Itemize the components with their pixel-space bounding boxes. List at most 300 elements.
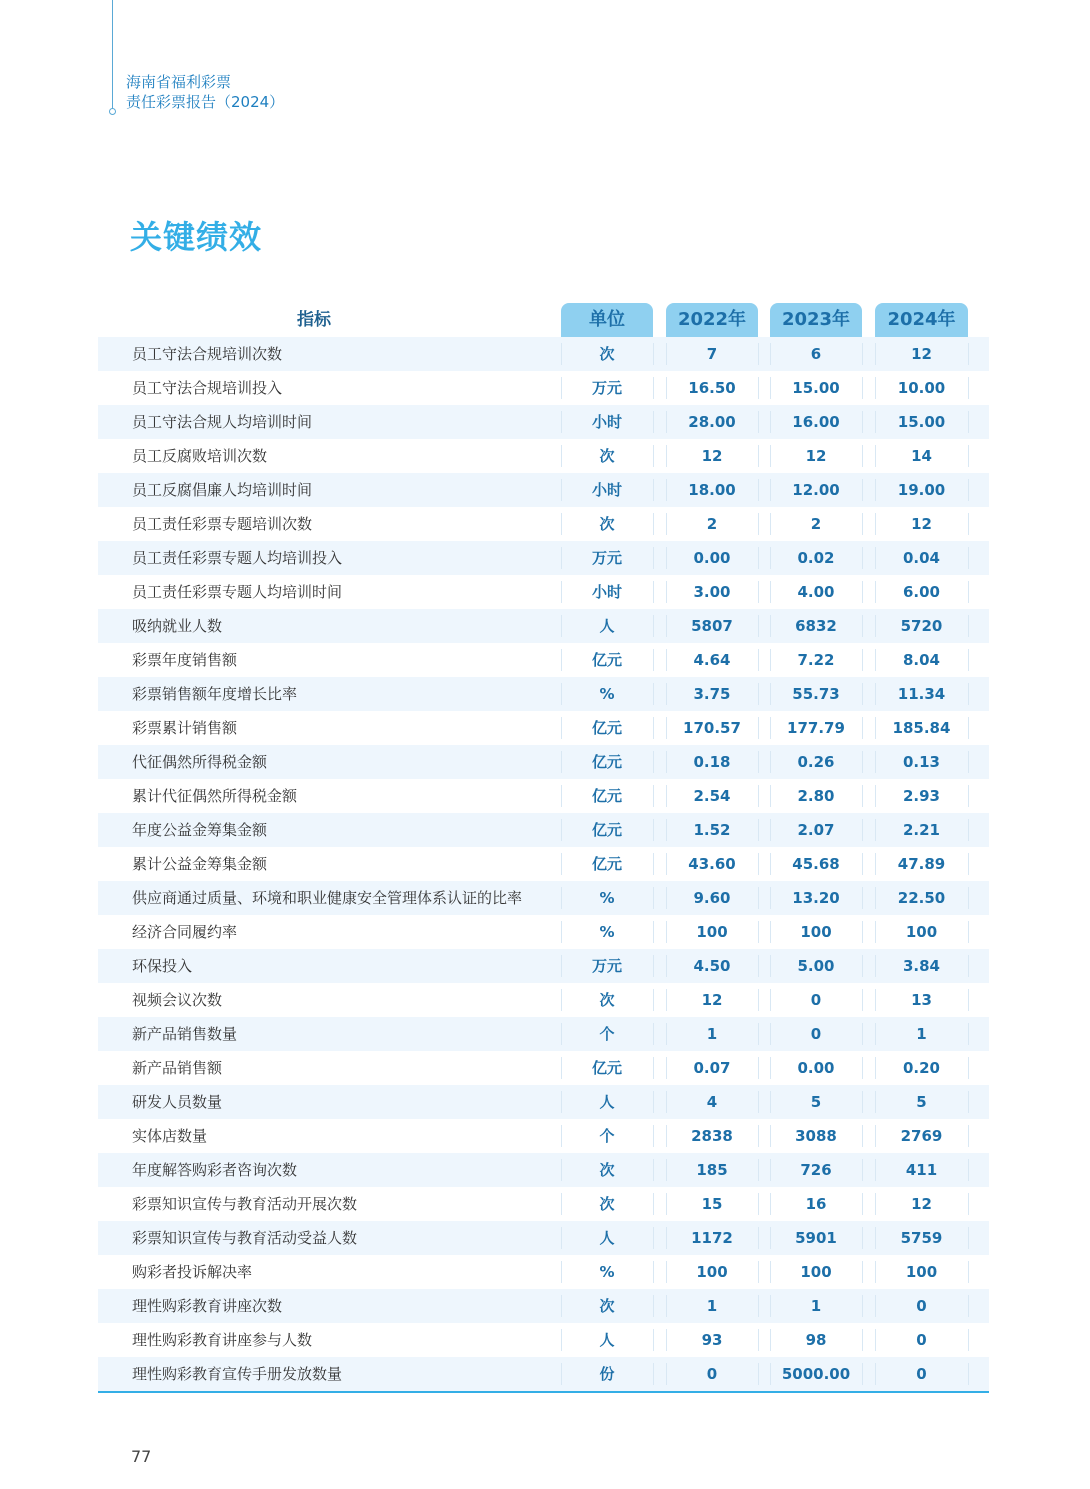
cell-unit: 亿元 — [591, 753, 622, 771]
cell-2022: 5807 — [691, 617, 733, 635]
column-divider — [653, 717, 654, 739]
cell-2024: 14 — [911, 447, 932, 465]
cell-2022: 4.64 — [693, 651, 731, 669]
cell-indicator: 供应商通过质量、环境和职业健康安全管理体系认证的比率 — [132, 889, 523, 907]
cell-2023: 2.07 — [797, 821, 835, 839]
column-divider — [862, 411, 863, 433]
cell-2022: 28.00 — [688, 413, 736, 431]
table-row — [98, 915, 989, 949]
cell-2023: 15.00 — [792, 379, 840, 397]
column-divider — [968, 377, 969, 399]
column-divider — [758, 1329, 759, 1351]
table-row — [98, 779, 989, 813]
cell-unit: 小时 — [591, 413, 622, 431]
cell-2023: 0.26 — [797, 753, 835, 771]
column-divider — [862, 717, 863, 739]
header-2022: 2022年 — [666, 303, 758, 337]
column-divider — [758, 1057, 759, 1079]
cell-indicator: 环保投入 — [132, 957, 193, 975]
cell-2022: 1 — [706, 1025, 718, 1043]
column-divider — [653, 1295, 654, 1317]
column-divider — [862, 887, 863, 909]
cell-unit: 亿元 — [591, 855, 622, 873]
cell-2022: 1 — [706, 1297, 718, 1315]
column-divider — [758, 751, 759, 773]
cell-indicator: 吸纳就业人数 — [132, 617, 223, 635]
cell-2022: 9.60 — [693, 889, 731, 907]
cell-2023: 5 — [810, 1093, 822, 1111]
cell-indicator: 员工守法合规培训次数 — [132, 345, 283, 363]
column-divider — [758, 1261, 759, 1283]
cell-2024: 411 — [905, 1161, 938, 1179]
cell-2022: 43.60 — [688, 855, 736, 873]
cell-2024: 0.04 — [902, 549, 940, 567]
cell-2022: 12 — [701, 447, 723, 465]
cell-unit: % — [599, 685, 615, 703]
cell-unit: 次 — [599, 991, 615, 1009]
column-divider — [758, 615, 759, 637]
cell-unit: 次 — [599, 515, 615, 533]
column-divider — [653, 411, 654, 433]
cell-unit: % — [599, 923, 615, 941]
cell-2022: 3.75 — [693, 685, 731, 703]
column-divider — [968, 819, 969, 841]
cell-2024: 0 — [916, 1297, 927, 1315]
cell-indicator: 经济合同履约率 — [132, 923, 238, 941]
cell-unit: 亿元 — [591, 821, 622, 839]
column-divider — [653, 547, 654, 569]
cell-2023: 45.68 — [792, 855, 840, 873]
column-divider — [653, 853, 654, 875]
column-divider — [758, 1193, 759, 1215]
cell-unit: 万元 — [591, 379, 622, 397]
column-divider — [758, 921, 759, 943]
column-divider — [653, 1091, 654, 1113]
column-divider — [862, 581, 863, 603]
column-divider — [758, 785, 759, 807]
table-row — [98, 949, 989, 983]
column-divider — [653, 887, 654, 909]
column-divider — [968, 785, 969, 807]
column-divider — [968, 751, 969, 773]
column-divider — [758, 989, 759, 1011]
cell-2024: 2.21 — [902, 821, 940, 839]
table-row — [98, 1289, 989, 1323]
column-divider — [968, 547, 969, 569]
cell-2023: 177.79 — [787, 719, 845, 737]
cell-2023: 6832 — [795, 617, 837, 635]
column-divider — [968, 1193, 969, 1215]
cell-2024: 8.04 — [902, 651, 940, 669]
header-2023: 2023年 — [770, 303, 862, 337]
column-divider — [968, 1125, 969, 1147]
column-divider — [758, 1125, 759, 1147]
header-2024: 2024年 — [875, 303, 968, 337]
column-divider — [758, 411, 759, 433]
cell-indicator: 彩票年度销售额 — [132, 651, 238, 669]
cell-indicator: 年度解答购彩者咨询次数 — [132, 1161, 298, 1179]
cell-unit: 人 — [599, 1331, 615, 1349]
cell-indicator: 累计代征偶然所得税金额 — [132, 787, 298, 805]
column-divider — [968, 717, 969, 739]
cell-unit: 个 — [599, 1127, 615, 1145]
table-row — [98, 813, 989, 847]
cell-2023: 726 — [800, 1161, 832, 1179]
cell-indicator: 新产品销售额 — [132, 1059, 223, 1077]
header-indicator: 指标 — [297, 310, 331, 330]
column-divider — [968, 1295, 969, 1317]
cell-2023: 4.00 — [797, 583, 835, 601]
column-divider — [862, 1295, 863, 1317]
column-divider — [968, 1329, 969, 1351]
page-number: 77 — [131, 1447, 152, 1466]
table-row — [98, 609, 989, 643]
cell-indicator: 员工守法合规培训投入 — [132, 379, 283, 397]
cell-2022: 0.07 — [693, 1059, 731, 1077]
cell-2022: 12 — [701, 991, 723, 1009]
cell-indicator: 理性购彩教育宣传手册发放数量 — [132, 1365, 343, 1383]
cell-indicator: 员工责任彩票专题人均培训时间 — [132, 583, 343, 601]
cell-unit: 亿元 — [591, 719, 622, 737]
column-divider — [758, 479, 759, 501]
column-divider — [968, 445, 969, 467]
table-row — [98, 1153, 989, 1187]
cell-indicator: 彩票知识宣传与教育活动受益人数 — [132, 1229, 358, 1247]
cell-2022: 3.00 — [693, 583, 731, 601]
cell-2023: 2 — [810, 515, 822, 533]
cell-2024: 1 — [916, 1025, 927, 1043]
column-divider — [862, 955, 863, 977]
cell-indicator: 新产品销售数量 — [132, 1025, 238, 1043]
table-row — [98, 983, 989, 1017]
cell-indicator: 购彩者投诉解决率 — [132, 1263, 253, 1281]
column-divider — [653, 649, 654, 671]
cell-2022: 18.00 — [688, 481, 736, 499]
cell-2023: 13.20 — [792, 889, 840, 907]
header-line-2: 责任彩票报告（2024） — [126, 93, 285, 111]
column-divider — [758, 683, 759, 705]
cell-indicator: 视频会议次数 — [132, 991, 223, 1009]
cell-unit: 次 — [599, 1161, 615, 1179]
column-divider — [862, 853, 863, 875]
table-row — [98, 1051, 989, 1085]
column-divider — [862, 479, 863, 501]
column-divider — [862, 1193, 863, 1215]
column-divider — [862, 1363, 863, 1385]
column-divider — [968, 921, 969, 943]
cell-2023: 5000.00 — [781, 1365, 851, 1383]
cell-2024: 47.89 — [897, 855, 946, 873]
table-row — [98, 1017, 989, 1051]
cell-indicator: 累计公益金筹集金额 — [132, 855, 268, 873]
column-divider — [968, 581, 969, 603]
cell-2023: 3088 — [795, 1127, 837, 1145]
cell-2022: 4.50 — [693, 957, 731, 975]
cell-2023: 5901 — [795, 1229, 837, 1247]
cell-2022: 0.18 — [693, 753, 731, 771]
cell-2024: 10.00 — [897, 379, 946, 397]
cell-indicator: 理性购彩教育讲座参与人数 — [132, 1331, 313, 1349]
column-divider — [653, 751, 654, 773]
column-divider — [968, 1057, 969, 1079]
cell-2023: 100 — [800, 923, 832, 941]
table-row — [98, 847, 989, 881]
table-row — [98, 1357, 989, 1391]
column-divider — [968, 1261, 969, 1283]
column-divider — [758, 1295, 759, 1317]
column-divider — [653, 445, 654, 467]
column-divider — [758, 1363, 759, 1385]
cell-2022: 15 — [701, 1195, 723, 1213]
cell-unit: 人 — [599, 1093, 615, 1111]
column-divider — [758, 1227, 759, 1249]
column-divider — [968, 479, 969, 501]
column-divider — [653, 343, 654, 365]
cell-unit: 亿元 — [591, 787, 622, 805]
column-divider — [653, 785, 654, 807]
column-divider — [653, 615, 654, 637]
table-header — [98, 303, 989, 337]
table-row — [98, 439, 989, 473]
column-divider — [758, 819, 759, 841]
cell-2023: 16 — [805, 1195, 827, 1213]
cell-2024: 22.50 — [897, 889, 946, 907]
column-divider — [968, 1023, 969, 1045]
section-title: 关键绩效 — [130, 218, 263, 256]
table-bottom-line — [98, 1391, 989, 1393]
column-divider — [758, 547, 759, 569]
column-divider — [862, 445, 863, 467]
cell-2022: 93 — [701, 1331, 723, 1349]
cell-2022: 100 — [696, 923, 728, 941]
column-divider — [968, 615, 969, 637]
cell-indicator: 年度公益金筹集金额 — [132, 821, 268, 839]
column-divider — [653, 683, 654, 705]
cell-2023: 12 — [805, 447, 827, 465]
cell-unit: 万元 — [591, 549, 622, 567]
cell-2024: 12 — [911, 515, 932, 533]
cell-2022: 0 — [706, 1365, 718, 1383]
column-divider — [653, 377, 654, 399]
column-divider — [653, 921, 654, 943]
cell-2023: 98 — [805, 1331, 827, 1349]
cell-2023: 5.00 — [797, 957, 835, 975]
column-divider — [862, 819, 863, 841]
column-divider — [758, 377, 759, 399]
column-divider — [862, 1261, 863, 1283]
cell-indicator: 员工反腐败培训次数 — [132, 447, 268, 465]
column-divider — [758, 649, 759, 671]
column-divider — [758, 581, 759, 603]
cell-2023: 100 — [800, 1263, 832, 1281]
column-divider — [968, 955, 969, 977]
column-divider — [653, 1363, 654, 1385]
table-row — [98, 1085, 989, 1119]
cell-2022: 7 — [706, 345, 718, 363]
table-body — [98, 337, 989, 1393]
column-divider — [862, 343, 863, 365]
column-divider — [968, 887, 969, 909]
table-row — [98, 337, 989, 371]
column-divider — [653, 955, 654, 977]
cell-2024: 0 — [916, 1331, 927, 1349]
cell-2023: 6 — [810, 345, 822, 363]
column-divider — [968, 1227, 969, 1249]
column-divider — [653, 513, 654, 535]
column-divider — [653, 1125, 654, 1147]
cell-2023: 2.80 — [797, 787, 835, 805]
column-divider — [758, 955, 759, 977]
cell-2024: 100 — [905, 1263, 938, 1281]
table-row — [98, 745, 989, 779]
cell-unit: 亿元 — [591, 1059, 622, 1077]
column-divider — [758, 343, 759, 365]
cell-unit: 小时 — [591, 481, 622, 499]
column-divider — [968, 513, 969, 535]
cell-indicator: 彩票累计销售额 — [132, 719, 238, 737]
cell-indicator: 员工责任彩票专题培训次数 — [132, 515, 313, 533]
column-divider — [653, 989, 654, 1011]
column-divider — [968, 989, 969, 1011]
column-divider — [653, 1329, 654, 1351]
column-divider — [862, 1227, 863, 1249]
column-divider — [862, 1057, 863, 1079]
column-divider — [653, 1227, 654, 1249]
cell-indicator: 彩票知识宣传与教育活动开展次数 — [132, 1195, 358, 1213]
column-divider — [758, 717, 759, 739]
cell-2023: 0.02 — [797, 549, 835, 567]
cell-2024: 0.20 — [902, 1059, 940, 1077]
column-divider — [862, 989, 863, 1011]
column-divider — [653, 1057, 654, 1079]
cell-2024: 13 — [911, 991, 932, 1009]
cell-2023: 0.00 — [797, 1059, 835, 1077]
column-divider — [968, 853, 969, 875]
column-divider — [862, 649, 863, 671]
cell-2024: 185.84 — [892, 719, 951, 737]
cell-2023: 12.00 — [792, 481, 840, 499]
cell-2022: 16.50 — [688, 379, 736, 397]
cell-2024: 0.13 — [902, 753, 940, 771]
cell-2024: 3.84 — [902, 957, 940, 975]
table-row — [98, 1119, 989, 1153]
table-row — [98, 507, 989, 541]
table-row — [98, 1255, 989, 1289]
cell-2023: 7.22 — [797, 651, 835, 669]
cell-indicator: 代征偶然所得税金额 — [132, 753, 268, 771]
column-divider — [862, 1091, 863, 1113]
column-divider — [758, 1023, 759, 1045]
report-header — [126, 72, 284, 112]
column-divider — [862, 1329, 863, 1351]
table-row — [98, 575, 989, 609]
cell-2022: 100 — [696, 1263, 728, 1281]
cell-indicator: 理性购彩教育讲座次数 — [132, 1297, 283, 1315]
kpi-table — [98, 303, 989, 1393]
cell-unit: 万元 — [591, 957, 622, 975]
cell-unit: 次 — [599, 447, 615, 465]
cell-2022: 2.54 — [693, 787, 731, 805]
cell-2022: 1.52 — [693, 821, 731, 839]
cell-indicator: 彩票销售额年度增长比率 — [132, 685, 298, 703]
header-unit: 单位 — [561, 303, 653, 337]
cell-unit: 亿元 — [591, 651, 622, 669]
cell-indicator: 员工反腐倡廉人均培训时间 — [132, 481, 313, 499]
table-row — [98, 405, 989, 439]
table-row — [98, 371, 989, 405]
cell-2023: 1 — [810, 1297, 822, 1315]
cell-unit: 人 — [599, 1229, 615, 1247]
cell-2022: 2838 — [691, 1127, 733, 1145]
cell-2024: 6.00 — [902, 583, 940, 601]
cell-2023: 0 — [810, 991, 822, 1009]
column-divider — [653, 1193, 654, 1215]
table-row — [98, 1323, 989, 1357]
column-divider — [758, 1159, 759, 1181]
cell-2022: 4 — [706, 1093, 718, 1111]
cell-2022: 170.57 — [683, 719, 741, 737]
side-decor-dot — [109, 108, 116, 115]
cell-indicator: 员工责任彩票专题人均培训投入 — [132, 549, 343, 567]
table-row — [98, 1221, 989, 1255]
cell-2024: 19.00 — [897, 481, 946, 499]
cell-2022: 185 — [696, 1161, 728, 1179]
column-divider — [862, 377, 863, 399]
cell-2023: 0 — [810, 1025, 822, 1043]
column-divider — [968, 649, 969, 671]
cell-unit: 次 — [599, 345, 615, 363]
cell-2022: 1172 — [691, 1229, 733, 1247]
column-divider — [862, 547, 863, 569]
cell-2024: 12 — [911, 345, 932, 363]
column-divider — [758, 853, 759, 875]
cell-2023: 55.73 — [792, 685, 840, 703]
cell-2024: 100 — [905, 923, 938, 941]
column-divider — [862, 615, 863, 637]
side-decor-line — [112, 0, 113, 110]
column-divider — [758, 887, 759, 909]
table-row — [98, 643, 989, 677]
column-divider — [862, 921, 863, 943]
cell-unit: 人 — [599, 617, 615, 635]
table-row — [98, 1187, 989, 1221]
cell-unit: 份 — [599, 1365, 615, 1383]
cell-2024: 2769 — [900, 1127, 943, 1145]
cell-2024: 5720 — [900, 617, 943, 635]
column-divider — [653, 1261, 654, 1283]
column-divider — [653, 819, 654, 841]
cell-unit: % — [599, 1263, 615, 1281]
table-row — [98, 473, 989, 507]
cell-2024: 5759 — [900, 1229, 943, 1247]
column-divider — [862, 785, 863, 807]
header-line-1: 海南省福利彩票 — [126, 73, 232, 91]
column-divider — [968, 683, 969, 705]
table-row — [98, 677, 989, 711]
table-row — [98, 881, 989, 915]
cell-2022: 0.00 — [693, 549, 731, 567]
column-divider — [758, 445, 759, 467]
cell-unit: 次 — [599, 1297, 615, 1315]
cell-2022: 2 — [706, 515, 718, 533]
column-divider — [968, 1159, 969, 1181]
cell-unit: 个 — [599, 1025, 615, 1043]
column-divider — [862, 683, 863, 705]
column-divider — [653, 1023, 654, 1045]
cell-indicator: 员工守法合规人均培训时间 — [132, 413, 313, 431]
cell-unit: % — [599, 889, 615, 907]
column-divider — [862, 1159, 863, 1181]
